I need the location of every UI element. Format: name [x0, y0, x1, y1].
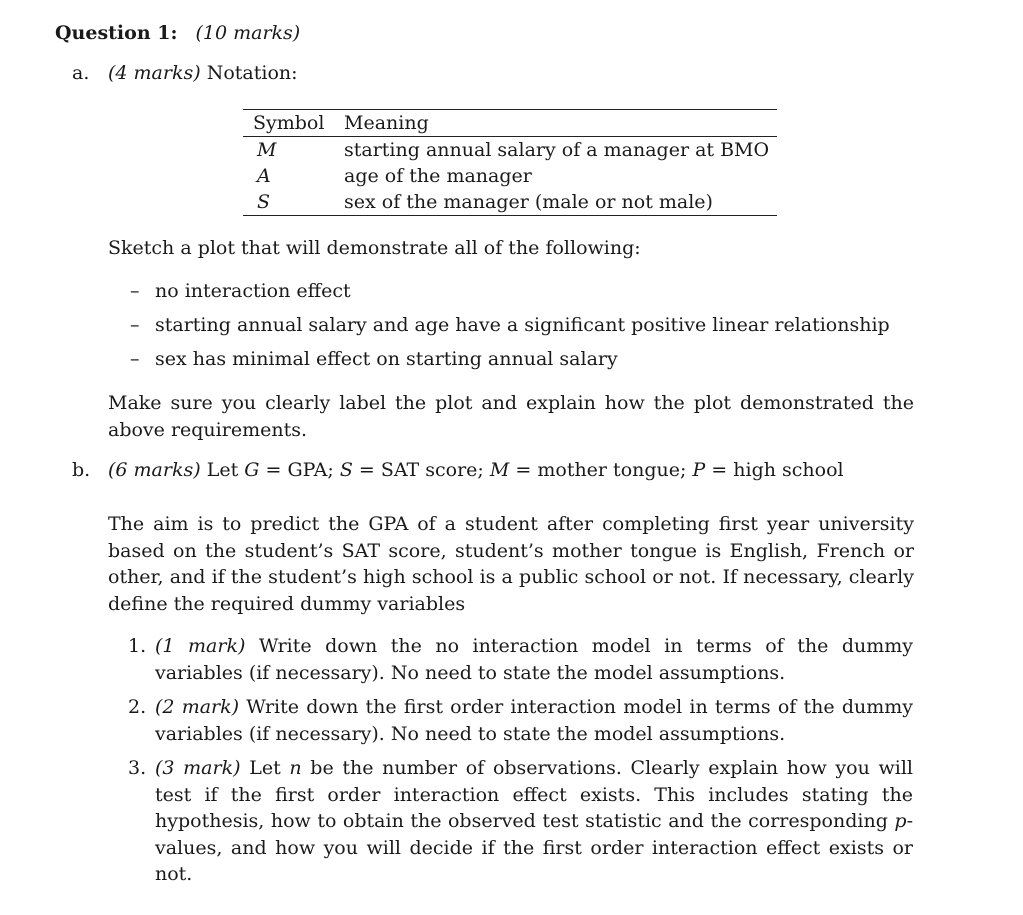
bullet-item [130, 348, 618, 370]
var-s-def: SAT score; [380, 459, 484, 481]
item-body [155, 633, 913, 686]
var-g-symbol: G [244, 459, 260, 481]
bullet-text: sex has minimal effect on starting annual salary [155, 348, 618, 370]
dash-marker: – [130, 348, 140, 370]
n-symbol: n [289, 757, 302, 779]
notation-table [243, 109, 777, 216]
var-g-def: GPA; [287, 459, 334, 481]
bullet-item [130, 280, 351, 302]
item-number: 3. [128, 757, 147, 779]
var-p-symbol: P [692, 459, 706, 481]
item-number: 1. [128, 635, 147, 657]
var-s-symbol: S [339, 459, 353, 481]
bullet-text: no interaction effect [155, 280, 351, 302]
bullet-text: starting annual salary and age have a significant positive linear relationship [155, 314, 890, 336]
item-marks: (1 mark) [155, 635, 246, 657]
question-heading [55, 22, 300, 44]
column-header-meaning: Meaning [344, 112, 429, 134]
question-label: Question 1: [55, 22, 178, 44]
item-number: 2. [128, 696, 147, 718]
var-m-def: mother tongue; [537, 459, 687, 481]
item-text: Write down the first order interaction model in terms of the dummy variables (if necessary). No need to state the model assumptions. [155, 696, 913, 745]
part-b-label: b. [72, 459, 91, 481]
meaning-cell: starting annual salary of a manager at BMO [344, 139, 770, 161]
item-text-mid: be the number of observations. Clearly explain how you will test if the first order interaction effect exists. This includes stating the hypothesis, how to obtain the observed test statistic and the corresponding [155, 757, 913, 832]
symbol-cell: A [257, 165, 271, 187]
table-row [243, 163, 777, 189]
item-marks: (2 mark) [155, 696, 240, 718]
meaning-cell: sex of the manager (male or not male) [344, 191, 713, 213]
item-marks: (3 mark) [155, 757, 241, 779]
meaning-cell: age of the manager [344, 165, 532, 187]
symbol-cell: S [257, 191, 271, 213]
definitions-lead: Let [206, 459, 239, 481]
table-row [243, 189, 777, 216]
item-body [155, 755, 913, 888]
part-a-heading [72, 62, 298, 84]
part-b-aim: The aim is to predict the GPA of a student after completing first year university based on the student’s SAT score, student’s mother tongue is English, French or other, and if the student’s high school is a public school or not. If necessary, clearly define the required dummy variables [108, 513, 914, 615]
part-a-label: a. [72, 62, 90, 84]
item-text-post: -values, and how you will decide if the first order interaction effect exists or not. [155, 810, 913, 885]
part-a-prompt: Sketch a plot that will demonstrate all of the following: [108, 237, 641, 259]
table-header-row [243, 110, 777, 137]
part-a-marks: (4 marks) [108, 62, 201, 84]
bullet-item [130, 314, 890, 336]
item-text: Write down the no interaction model in terms of the dummy variables (if necessary). No need to state the model assumptions. [155, 635, 913, 684]
part-a-instruction: Make sure you clearly label the plot and explain how the plot demonstrated the above requirements. [108, 392, 914, 441]
dash-marker: – [130, 280, 140, 302]
dash-marker: – [130, 314, 140, 336]
item-text-pre: Let [249, 757, 281, 779]
part-b-marks: (6 marks) [108, 459, 201, 481]
question-marks: (10 marks) [195, 22, 301, 44]
part-b-heading: b. (6 marks) Let G = GPA; S = SAT score; M = mother tongue; P = high school [72, 459, 844, 481]
part-a-title: Notation: [206, 62, 298, 84]
table-row [243, 137, 777, 164]
symbol-cell: M [257, 139, 277, 161]
p-symbol: p [894, 810, 907, 832]
item-body [155, 694, 913, 747]
var-m-symbol: M [489, 459, 510, 481]
var-p-def: high school [733, 459, 844, 481]
column-header-symbol: Symbol [253, 112, 325, 134]
